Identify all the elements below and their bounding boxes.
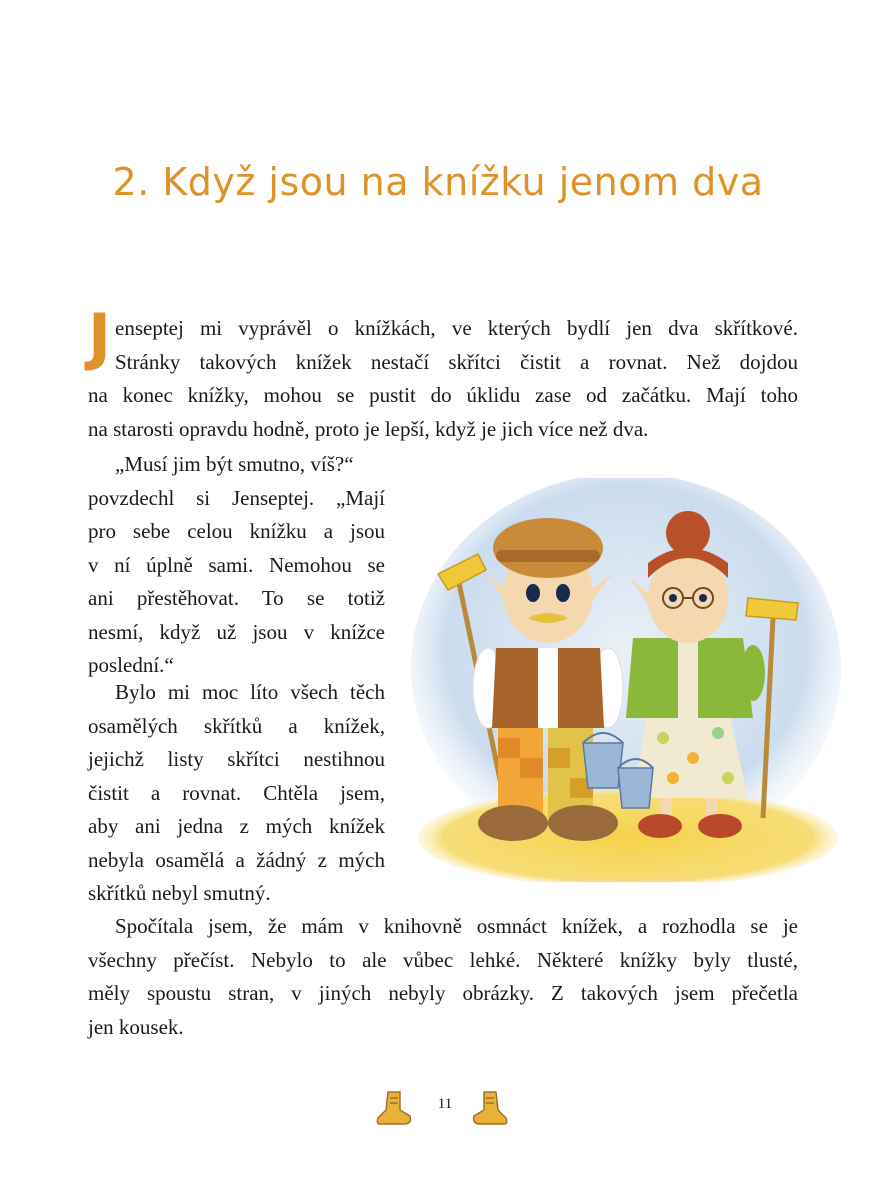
page-number: 11 [437,1096,453,1112]
paragraph-line: nebyla osamělá a žádný z mých [88,847,385,872]
drop-cap: J [88,300,112,373]
paragraph-line: v ní úplně sami. Nemohou se [88,552,385,577]
paragraph-3 [88,676,385,911]
paragraph-2 [88,448,385,683]
paragraph-line: poslední.“ [88,653,174,677]
paragraph-line: nesmí, když už jsou v knížce [88,619,385,644]
page-footer [0,1088,876,1128]
paragraph-1 [88,312,798,446]
chapter-title: 2. Když jsou na knížku jenom dva [112,160,764,204]
paragraph-line: na konec knížky, mohou se pustit do úklidu zase od začátku. Mají toho [88,383,798,407]
paragraph-line: Bylo mi moc líto všech těch [115,680,385,704]
paragraph-line: skřítků nebyl smutný. [88,881,271,905]
paragraph-line: Stránky takových knížek nestačí skřítci čistit a rovnat. Než dojdou [115,349,798,374]
boot-icon [374,1088,414,1128]
paragraph-line: jejichž listy skřítci nestihnou [88,747,385,771]
paragraph-line: osamělých skřítků a knížek, [88,713,385,738]
paragraph-line: Spočítala jsem, že mám v knihovně osmnáct knížek, a rozhodla se je [115,914,798,938]
paragraph-line: čistit a rovnat. Chtěla jsem, [88,780,385,805]
boot-icon [470,1088,510,1128]
paragraph-line: jen kousek. [88,1014,184,1039]
elves-illustration [408,478,844,882]
paragraph-line: aby ani jedna z mých knížek [88,814,385,838]
paragraph-line: pro sebe celou knížku a jsou [88,519,385,543]
paragraph-line: měly spoustu stran, v jiných nebyly obrázky. Z takových jsem přečetla [88,981,798,1005]
paragraph-line: ani přestěhovat. To se totiž [88,586,385,610]
paragraph-line: všechny přečíst. Nebylo to ale vůbec lehké. Některé knížky byly tlusté, [88,947,798,972]
paragraph-4 [88,910,798,1044]
paragraph-line: „Musí jim být smutno, víš?“ [115,452,354,476]
paragraph-line: enseptej mi vyprávěl o knížkách, ve kterých bydlí jen dva skřítkové. [115,316,798,340]
paragraph-line: povzdechl si Jenseptej. „Mají [88,485,385,510]
paragraph-line: na starosti opravdu hodně, proto je lepší, když je jich více než dva. [88,416,649,441]
